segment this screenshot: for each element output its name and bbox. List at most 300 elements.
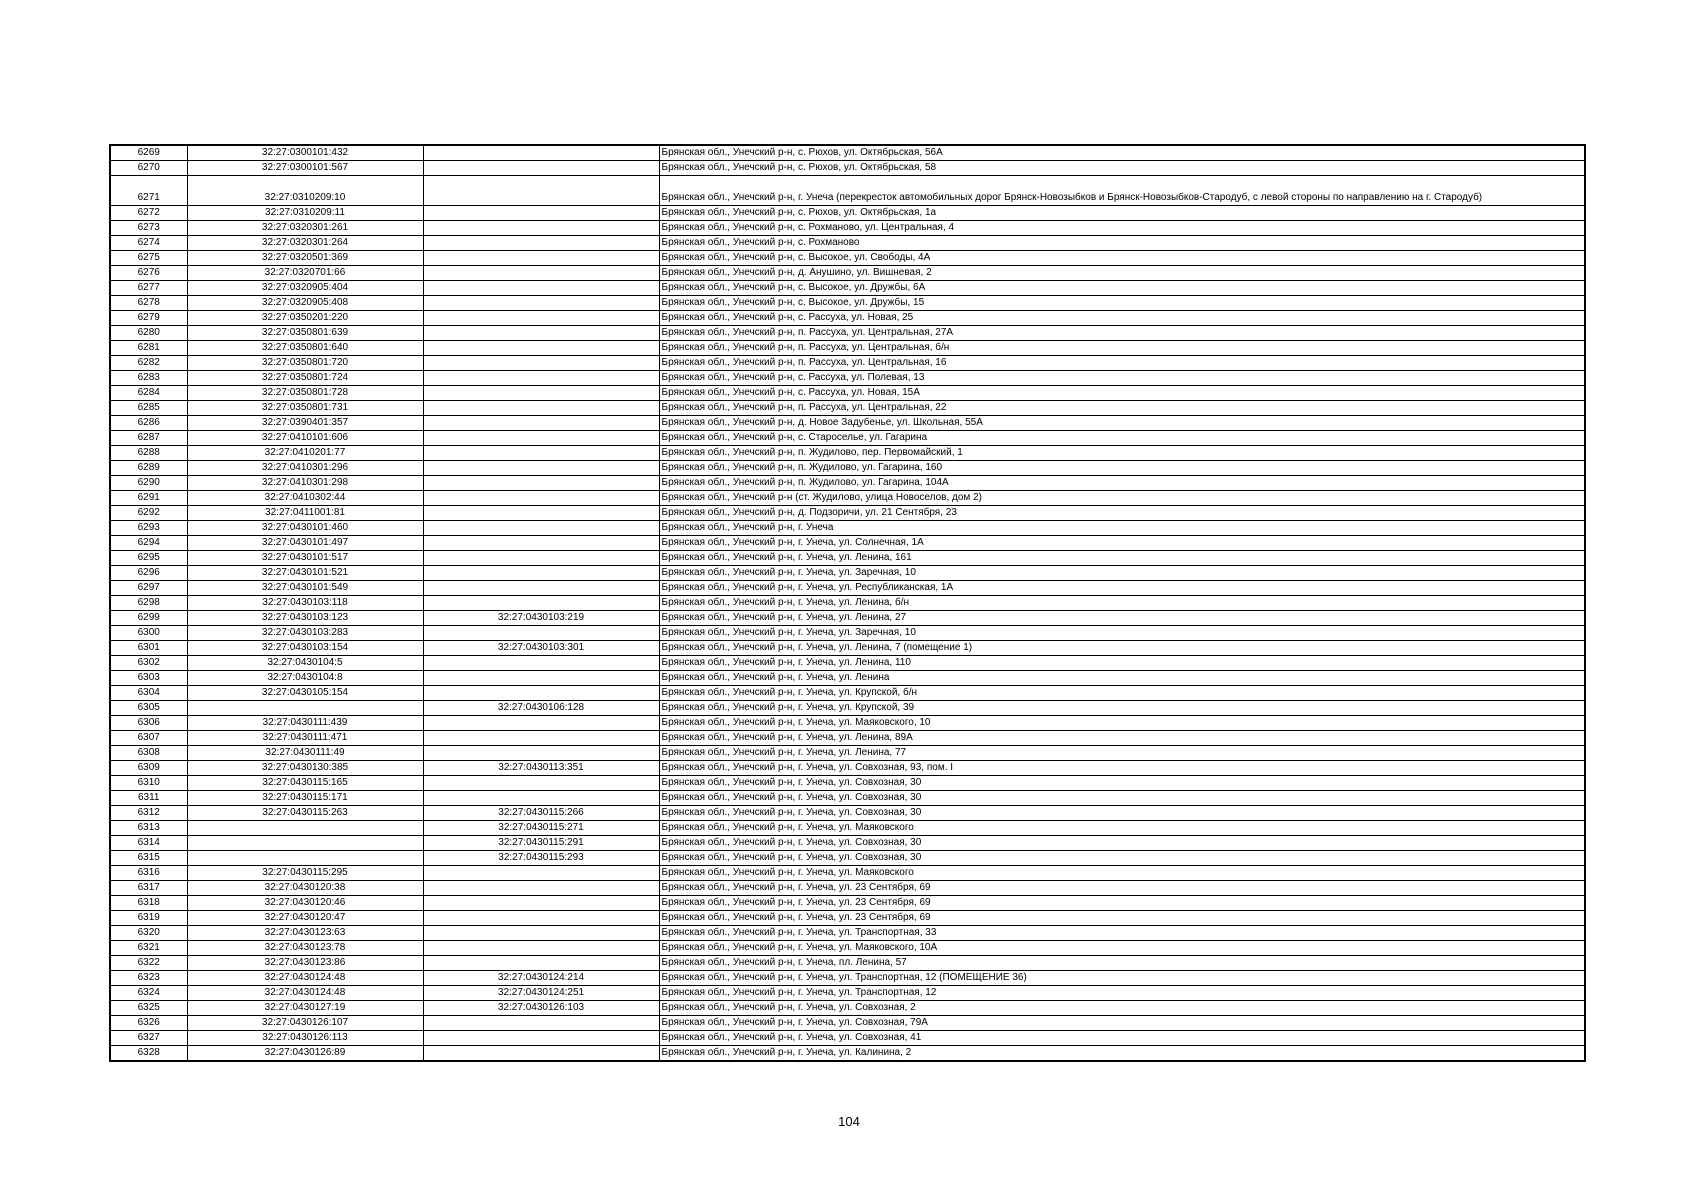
address-cell: Брянская обл., Унечский р-н, п. Рассуха, ул. Центральная, 27А — [659, 326, 1585, 341]
related-cadastral-number-cell — [423, 266, 659, 281]
row-number-cell: 6282 — [110, 356, 187, 371]
cadastral-number-cell — [187, 851, 423, 866]
table-row — [110, 761, 1585, 776]
related-cadastral-number-cell — [423, 551, 659, 566]
address-cell: Брянская обл., Унечский р-н, с. Рюхов, ул. Октябрьская, 56А — [659, 145, 1585, 161]
table-row — [110, 791, 1585, 806]
cadastral-number-cell: 32:27:0430126:113 — [187, 1031, 423, 1046]
cadastral-number-cell: 32:27:0430105:154 — [187, 686, 423, 701]
related-cadastral-number-cell — [423, 716, 659, 731]
row-number-cell: 6319 — [110, 911, 187, 926]
row-number-cell: 6274 — [110, 236, 187, 251]
related-cadastral-number-cell — [423, 356, 659, 371]
row-number-cell: 6303 — [110, 671, 187, 686]
cadastral-number-cell: 32:27:0350801:724 — [187, 371, 423, 386]
table-row — [110, 1046, 1585, 1062]
address-cell: Брянская обл., Унечский р-н, д. Подзоричи, ул. 21 Сентября, 23 — [659, 506, 1585, 521]
address-cell: Брянская обл., Унечский р-н, г. Унеча, ул. Совхозная, 30 — [659, 806, 1585, 821]
table-row — [110, 161, 1585, 176]
related-cadastral-number-cell: 32:27:0430124:214 — [423, 971, 659, 986]
table-row — [110, 371, 1585, 386]
table-row — [110, 821, 1585, 836]
related-cadastral-number-cell — [423, 791, 659, 806]
row-number-cell: 6322 — [110, 956, 187, 971]
address-cell: Брянская обл., Унечский р-н, г. Унеча, ул. Транспортная, 33 — [659, 926, 1585, 941]
cadastral-number-cell: 32:27:0310209:11 — [187, 206, 423, 221]
row-number-cell: 6315 — [110, 851, 187, 866]
cadastral-number-cell: 32:27:0430124:48 — [187, 971, 423, 986]
address-cell: Брянская обл., Унечский р-н, г. Унеча (перекресток автомобильных дорог Брянск-Новозыбков и Брянск-Новозыбков-Стародуб, с левой стороны по направлению на г. Стародуб) — [659, 176, 1585, 206]
address-cell: Брянская обл., Унечский р-н, п. Рассуха, ул. Центральная, 16 — [659, 356, 1585, 371]
address-cell: Брянская обл., Унечский р-н, с. Рассуха, ул. Новая, 15А — [659, 386, 1585, 401]
row-number-cell: 6301 — [110, 641, 187, 656]
table-row — [110, 446, 1585, 461]
table-row — [110, 1016, 1585, 1031]
row-number-cell: 6314 — [110, 836, 187, 851]
row-number-cell: 6313 — [110, 821, 187, 836]
related-cadastral-number-cell — [423, 206, 659, 221]
address-cell: Брянская обл., Унечский р-н, с. Староселье, ул. Гагарина — [659, 431, 1585, 446]
related-cadastral-number-cell: 32:27:0430115:291 — [423, 836, 659, 851]
table-row — [110, 716, 1585, 731]
address-cell: Брянская обл., Унечский р-н, г. Унеча, ул. 23 Сентября, 69 — [659, 896, 1585, 911]
cadastral-number-cell: 32:27:0430127:19 — [187, 1001, 423, 1016]
table-row — [110, 986, 1585, 1001]
row-number-cell: 6279 — [110, 311, 187, 326]
cadastral-number-cell: 32:27:0430123:86 — [187, 956, 423, 971]
row-number-cell: 6285 — [110, 401, 187, 416]
related-cadastral-number-cell — [423, 581, 659, 596]
row-number-cell: 6281 — [110, 341, 187, 356]
address-cell: Брянская обл., Унечский р-н, с. Высокое, ул. Дружбы, 6А — [659, 281, 1585, 296]
related-cadastral-number-cell: 32:27:0430124:251 — [423, 986, 659, 1001]
address-cell: Брянская обл., Унечский р-н, г. Унеча, ул. Заречная, 10 — [659, 626, 1585, 641]
related-cadastral-number-cell — [423, 161, 659, 176]
cadastral-number-cell: 32:27:0430103:283 — [187, 626, 423, 641]
cadastral-number-cell: 32:27:0430124:48 — [187, 986, 423, 1001]
related-cadastral-number-cell — [423, 416, 659, 431]
row-number-cell: 6306 — [110, 716, 187, 731]
address-cell: Брянская обл., Унечский р-н, г. Унеча, ул. Транспортная, 12 (ПОМЕЩЕНИЕ 36) — [659, 971, 1585, 986]
row-number-cell: 6295 — [110, 551, 187, 566]
row-number-cell: 6284 — [110, 386, 187, 401]
table-row — [110, 941, 1585, 956]
address-cell: Брянская обл., Унечский р-н, с. Рюхов, ул. Октябрьская, 1а — [659, 206, 1585, 221]
cadastral-number-cell: 32:27:0430101:549 — [187, 581, 423, 596]
table-row — [110, 956, 1585, 971]
cadastral-number-cell: 32:27:0430115:171 — [187, 791, 423, 806]
related-cadastral-number-cell: 32:27:0430103:301 — [423, 641, 659, 656]
address-cell: Брянская обл., Унечский р-н, г. Унеча, ул. Ленина, 27 — [659, 611, 1585, 626]
table-row — [110, 911, 1585, 926]
related-cadastral-number-cell — [423, 506, 659, 521]
page-number: 104 — [838, 1114, 860, 1129]
table-row — [110, 596, 1585, 611]
table-row — [110, 611, 1585, 626]
row-number-cell: 6275 — [110, 251, 187, 266]
table-row — [110, 236, 1585, 251]
table-row — [110, 281, 1585, 296]
table-row — [110, 701, 1585, 716]
cadastral-number-cell: 32:27:0430103:118 — [187, 596, 423, 611]
related-cadastral-number-cell — [423, 491, 659, 506]
table-row — [110, 311, 1585, 326]
table-row — [110, 851, 1585, 866]
row-number-cell: 6276 — [110, 266, 187, 281]
table-row — [110, 641, 1585, 656]
cadastral-number-cell: 32:27:0320501:369 — [187, 251, 423, 266]
related-cadastral-number-cell — [423, 1046, 659, 1062]
row-number-cell: 6277 — [110, 281, 187, 296]
row-number-cell: 6270 — [110, 161, 187, 176]
cadastral-number-cell: 32:27:0350201:220 — [187, 311, 423, 326]
cadastral-number-cell: 32:27:0410301:296 — [187, 461, 423, 476]
related-cadastral-number-cell — [423, 686, 659, 701]
table-row — [110, 806, 1585, 821]
row-number-cell: 6305 — [110, 701, 187, 716]
table-row — [110, 461, 1585, 476]
related-cadastral-number-cell — [423, 281, 659, 296]
related-cadastral-number-cell — [423, 1016, 659, 1031]
cadastral-number-cell: 32:27:0430104:5 — [187, 656, 423, 671]
table-row — [110, 551, 1585, 566]
address-cell: Брянская обл., Унечский р-н, с. Рохманово — [659, 236, 1585, 251]
address-cell: Брянская обл., Унечский р-н, г. Унеча, ул. Крупской, 39 — [659, 701, 1585, 716]
address-cell: Брянская обл., Унечский р-н, п. Жудилово, пер. Первомайский, 1 — [659, 446, 1585, 461]
cadastral-number-cell: 32:27:0430104:8 — [187, 671, 423, 686]
related-cadastral-number-cell — [423, 596, 659, 611]
row-number-cell: 6289 — [110, 461, 187, 476]
address-cell: Брянская обл., Унечский р-н, с. Рохманово, ул. Центральная, 4 — [659, 221, 1585, 236]
row-number-cell: 6297 — [110, 581, 187, 596]
cadastral-number-cell: 32:27:0430101:517 — [187, 551, 423, 566]
related-cadastral-number-cell — [423, 296, 659, 311]
row-number-cell: 6287 — [110, 431, 187, 446]
row-number-cell: 6320 — [110, 926, 187, 941]
address-cell: Брянская обл., Унечский р-н, г. Унеча, ул. Республиканская, 1А — [659, 581, 1585, 596]
table-row — [110, 176, 1585, 206]
table-row — [110, 536, 1585, 551]
table-row — [110, 431, 1585, 446]
row-number-cell: 6278 — [110, 296, 187, 311]
row-number-cell: 6316 — [110, 866, 187, 881]
address-cell: Брянская обл., Унечский р-н, г. Унеча, ул. Заречная, 10 — [659, 566, 1585, 581]
address-cell: Брянская обл., Унечский р-н, г. Унеча, ул. Ленина, 7 (помещение 1) — [659, 641, 1585, 656]
row-number-cell: 6323 — [110, 971, 187, 986]
address-cell: Брянская обл., Унечский р-н, г. Унеча, ул. Ленина, 77 — [659, 746, 1585, 761]
row-number-cell: 6324 — [110, 986, 187, 1001]
table-row — [110, 866, 1585, 881]
related-cadastral-number-cell — [423, 776, 659, 791]
row-number-cell: 6296 — [110, 566, 187, 581]
related-cadastral-number-cell: 32:27:0430115:266 — [423, 806, 659, 821]
cadastral-number-cell: 32:27:0430123:63 — [187, 926, 423, 941]
address-cell: Брянская обл., Унечский р-н, г. Унеча, ул. Маяковского — [659, 821, 1585, 836]
table-row — [110, 326, 1585, 341]
table-row — [110, 341, 1585, 356]
address-cell: Брянская обл., Унечский р-н, г. Унеча, ул. 23 Сентября, 69 — [659, 881, 1585, 896]
table-row — [110, 671, 1585, 686]
related-cadastral-number-cell — [423, 1031, 659, 1046]
table-row — [110, 836, 1585, 851]
table-row — [110, 776, 1585, 791]
cadastral-number-cell: 32:27:0430115:263 — [187, 806, 423, 821]
cadastral-number-cell: 32:27:0310209:10 — [187, 176, 423, 206]
cadastral-number-cell: 32:27:0410302:44 — [187, 491, 423, 506]
related-cadastral-number-cell: 32:27:0430106:128 — [423, 701, 659, 716]
address-cell: Брянская обл., Унечский р-н, с. Рюхов, ул. Октябрьская, 58 — [659, 161, 1585, 176]
related-cadastral-number-cell — [423, 566, 659, 581]
address-cell: Брянская обл., Унечский р-н, г. Унеча, ул. Совхозная, 30 — [659, 851, 1585, 866]
address-cell: Брянская обл., Унечский р-н (ст. Жудилово, улица Новоселов, дом 2) — [659, 491, 1585, 506]
row-number-cell: 6311 — [110, 791, 187, 806]
table-row — [110, 731, 1585, 746]
address-cell: Брянская обл., Унечский р-н, г. Унеча, ул. Солнечная, 1А — [659, 536, 1585, 551]
cadastral-number-cell: 32:27:0430115:165 — [187, 776, 423, 791]
address-cell: Брянская обл., Унечский р-н, г. Унеча, ул. Транспортная, 12 — [659, 986, 1585, 1001]
related-cadastral-number-cell — [423, 221, 659, 236]
related-cadastral-number-cell — [423, 236, 659, 251]
row-number-cell: 6280 — [110, 326, 187, 341]
address-cell: Брянская обл., Унечский р-н, г. Унеча, ул. Ленина, 89А — [659, 731, 1585, 746]
row-number-cell: 6293 — [110, 521, 187, 536]
cadastral-number-cell: 32:27:0430126:89 — [187, 1046, 423, 1062]
related-cadastral-number-cell: 32:27:0430126:103 — [423, 1001, 659, 1016]
table-row — [110, 221, 1585, 236]
cadastral-number-cell: 32:27:0430101:521 — [187, 566, 423, 581]
table-row — [110, 356, 1585, 371]
table-row — [110, 686, 1585, 701]
table-row — [110, 626, 1585, 641]
cadastral-number-cell: 32:27:0430120:46 — [187, 896, 423, 911]
table-row — [110, 1001, 1585, 1016]
row-number-cell: 6286 — [110, 416, 187, 431]
address-cell: Брянская обл., Унечский р-н, г. Унеча, ул. Совхозная, 93, пом. I — [659, 761, 1585, 776]
cadastral-number-cell: 32:27:0430130:385 — [187, 761, 423, 776]
row-number-cell: 6290 — [110, 476, 187, 491]
table-row — [110, 491, 1585, 506]
address-cell: Брянская обл., Унечский р-н, г. Унеча, ул. Совхозная, 41 — [659, 1031, 1585, 1046]
cadastral-number-cell: 32:27:0350801:728 — [187, 386, 423, 401]
row-number-cell: 6298 — [110, 596, 187, 611]
cadastral-number-cell: 32:27:0430123:78 — [187, 941, 423, 956]
related-cadastral-number-cell — [423, 431, 659, 446]
table-row — [110, 881, 1585, 896]
table-row — [110, 746, 1585, 761]
table-row — [110, 401, 1585, 416]
row-number-cell: 6312 — [110, 806, 187, 821]
related-cadastral-number-cell: 32:27:0430115:271 — [423, 821, 659, 836]
row-number-cell: 6269 — [110, 145, 187, 161]
row-number-cell: 6307 — [110, 731, 187, 746]
address-cell: Брянская обл., Унечский р-н, с. Рассуха, ул. Новая, 25 — [659, 311, 1585, 326]
cadastral-number-cell: 32:27:0350801:640 — [187, 341, 423, 356]
cadastral-number-cell: 32:27:0430111:49 — [187, 746, 423, 761]
cadastral-number-cell: 32:27:0350801:639 — [187, 326, 423, 341]
cadastral-number-cell: 32:27:0430120:47 — [187, 911, 423, 926]
address-cell: Брянская обл., Унечский р-н, с. Рассуха, ул. Полевая, 13 — [659, 371, 1585, 386]
table-row — [110, 296, 1585, 311]
row-number-cell: 6283 — [110, 371, 187, 386]
row-number-cell: 6288 — [110, 446, 187, 461]
cadastral-number-cell: 32:27:0430111:471 — [187, 731, 423, 746]
related-cadastral-number-cell — [423, 656, 659, 671]
address-cell: Брянская обл., Унечский р-н, г. Унеча, ул. Совхозная, 30 — [659, 776, 1585, 791]
row-number-cell: 6302 — [110, 656, 187, 671]
cadastral-number-cell: 32:27:0320301:261 — [187, 221, 423, 236]
related-cadastral-number-cell — [423, 941, 659, 956]
cadastral-number-cell: 32:27:0430103:154 — [187, 641, 423, 656]
cadastral-number-cell: 32:27:0390401:357 — [187, 416, 423, 431]
cadastral-number-cell: 32:27:0300101:567 — [187, 161, 423, 176]
cadastral-number-cell: 32:27:0320701:66 — [187, 266, 423, 281]
row-number-cell: 6292 — [110, 506, 187, 521]
address-cell: Брянская обл., Унечский р-н, г. Унеча, ул. Ленина — [659, 671, 1585, 686]
related-cadastral-number-cell — [423, 926, 659, 941]
address-cell: Брянская обл., Унечский р-н, г. Унеча, ул. 23 Сентября, 69 — [659, 911, 1585, 926]
address-cell: Брянская обл., Унечский р-н, г. Унеча, ул. Крупской, б/н — [659, 686, 1585, 701]
row-number-cell: 6294 — [110, 536, 187, 551]
cadastral-number-cell: 32:27:0320905:404 — [187, 281, 423, 296]
related-cadastral-number-cell — [423, 521, 659, 536]
address-cell: Брянская обл., Унечский р-н, с. Высокое, ул. Дружбы, 15 — [659, 296, 1585, 311]
address-cell: Брянская обл., Унечский р-н, д. Новое Задубенье, ул. Школьная, 55А — [659, 416, 1585, 431]
related-cadastral-number-cell — [423, 145, 659, 161]
address-cell: Брянская обл., Унечский р-н, г. Унеча, ул. Маяковского, 10А — [659, 941, 1585, 956]
address-cell: Брянская обл., Унечский р-н, г. Унеча, ул. Совхозная, 79А — [659, 1016, 1585, 1031]
related-cadastral-number-cell — [423, 401, 659, 416]
related-cadastral-number-cell: 32:27:0430113:351 — [423, 761, 659, 776]
row-number-cell: 6309 — [110, 761, 187, 776]
address-cell: Брянская обл., Унечский р-н, п. Рассуха, ул. Центральная, 22 — [659, 401, 1585, 416]
related-cadastral-number-cell — [423, 896, 659, 911]
cadastral-number-cell: 32:27:0430126:107 — [187, 1016, 423, 1031]
address-cell: Брянская обл., Унечский р-н, с. Высокое, ул. Свободы, 4А — [659, 251, 1585, 266]
address-cell: Брянская обл., Унечский р-н, г. Унеча, ул. Ленина, б/н — [659, 596, 1585, 611]
related-cadastral-number-cell — [423, 536, 659, 551]
row-number-cell: 6300 — [110, 626, 187, 641]
address-cell: Брянская обл., Унечский р-н, г. Унеча, ул. Маяковского — [659, 866, 1585, 881]
cadastral-number-cell: 32:27:0430111:439 — [187, 716, 423, 731]
related-cadastral-number-cell: 32:27:0430115:293 — [423, 851, 659, 866]
address-cell: Брянская обл., Унечский р-н, п. Жудилово, ул. Гагарина, 104А — [659, 476, 1585, 491]
cadastral-number-cell: 32:27:0430101:497 — [187, 536, 423, 551]
related-cadastral-number-cell — [423, 251, 659, 266]
table-row — [110, 476, 1585, 491]
table-row — [110, 386, 1585, 401]
cadastral-number-cell — [187, 836, 423, 851]
cadastral-number-cell: 32:27:0430120:38 — [187, 881, 423, 896]
address-cell: Брянская обл., Унечский р-н, г. Унеча, ул. Маяковского, 10 — [659, 716, 1585, 731]
address-cell: Брянская обл., Унечский р-н, п. Рассуха, ул. Центральная, б/н — [659, 341, 1585, 356]
address-cell: Брянская обл., Унечский р-н, г. Унеча — [659, 521, 1585, 536]
cadastral-number-cell: 32:27:0350801:720 — [187, 356, 423, 371]
address-cell: Брянская обл., Унечский р-н, д. Анушино, ул. Вишневая, 2 — [659, 266, 1585, 281]
row-number-cell: 6326 — [110, 1016, 187, 1031]
related-cadastral-number-cell — [423, 371, 659, 386]
table-row — [110, 251, 1585, 266]
row-number-cell: 6272 — [110, 206, 187, 221]
cadastral-number-cell: 32:27:0300101:432 — [187, 145, 423, 161]
cadastral-number-cell: 32:27:0320301:264 — [187, 236, 423, 251]
cadastral-number-cell: 32:27:0430101:460 — [187, 521, 423, 536]
related-cadastral-number-cell — [423, 461, 659, 476]
table-row — [110, 416, 1585, 431]
address-cell: Брянская обл., Унечский р-н, г. Унеча, ул. Ленина, 161 — [659, 551, 1585, 566]
related-cadastral-number-cell — [423, 386, 659, 401]
table-row — [110, 1031, 1585, 1046]
table-row — [110, 206, 1585, 221]
table-row — [110, 656, 1585, 671]
related-cadastral-number-cell — [423, 911, 659, 926]
row-number-cell: 6271 — [110, 176, 187, 206]
related-cadastral-number-cell: 32:27:0430103:219 — [423, 611, 659, 626]
related-cadastral-number-cell — [423, 446, 659, 461]
cadastral-number-cell: 32:27:0410301:298 — [187, 476, 423, 491]
row-number-cell: 6291 — [110, 491, 187, 506]
related-cadastral-number-cell — [423, 731, 659, 746]
related-cadastral-number-cell — [423, 746, 659, 761]
address-cell: Брянская обл., Унечский р-н, г. Унеча, пл. Ленина, 57 — [659, 956, 1585, 971]
table-row — [110, 145, 1585, 161]
cadastral-number-cell: 32:27:0350801:731 — [187, 401, 423, 416]
row-number-cell: 6299 — [110, 611, 187, 626]
address-cell: Брянская обл., Унечский р-н, г. Унеча, ул. Ленина, 110 — [659, 656, 1585, 671]
related-cadastral-number-cell — [423, 671, 659, 686]
cadastral-number-cell: 32:27:0410101:606 — [187, 431, 423, 446]
address-cell: Брянская обл., Унечский р-н, г. Унеча, ул. Калинина, 2 — [659, 1046, 1585, 1062]
table-row — [110, 521, 1585, 536]
row-number-cell: 6328 — [110, 1046, 187, 1062]
row-number-cell: 6310 — [110, 776, 187, 791]
cadastral-number-cell — [187, 701, 423, 716]
table-row — [110, 581, 1585, 596]
row-number-cell: 6327 — [110, 1031, 187, 1046]
row-number-cell: 6308 — [110, 746, 187, 761]
registry-table — [109, 144, 1586, 1062]
row-number-cell: 6317 — [110, 881, 187, 896]
cadastral-number-cell: 32:27:0320905:408 — [187, 296, 423, 311]
related-cadastral-number-cell — [423, 311, 659, 326]
address-cell: Брянская обл., Унечский р-н, г. Унеча, ул. Совхозная, 30 — [659, 791, 1585, 806]
related-cadastral-number-cell — [423, 881, 659, 896]
table-row — [110, 566, 1585, 581]
related-cadastral-number-cell — [423, 176, 659, 206]
table-body — [110, 145, 1585, 1061]
row-number-cell: 6321 — [110, 941, 187, 956]
address-cell: Брянская обл., Унечский р-н, г. Унеча, ул. Совхозная, 2 — [659, 1001, 1585, 1016]
table-row — [110, 266, 1585, 281]
row-number-cell: 6273 — [110, 221, 187, 236]
address-cell: Брянская обл., Унечский р-н, г. Унеча, ул. Совхозная, 30 — [659, 836, 1585, 851]
related-cadastral-number-cell — [423, 956, 659, 971]
table-row — [110, 506, 1585, 521]
address-cell: Брянская обл., Унечский р-н, п. Жудилово, ул. Гагарина, 160 — [659, 461, 1585, 476]
related-cadastral-number-cell — [423, 476, 659, 491]
row-number-cell: 6304 — [110, 686, 187, 701]
table-row — [110, 971, 1585, 986]
table-row — [110, 896, 1585, 911]
cadastral-number-cell: 32:27:0430103:123 — [187, 611, 423, 626]
cadastral-number-cell: 32:27:0410201:77 — [187, 446, 423, 461]
table-row — [110, 926, 1585, 941]
related-cadastral-number-cell — [423, 626, 659, 641]
row-number-cell: 6318 — [110, 896, 187, 911]
related-cadastral-number-cell — [423, 341, 659, 356]
cadastral-number-cell — [187, 821, 423, 836]
cadastral-number-cell: 32:27:0430115:295 — [187, 866, 423, 881]
related-cadastral-number-cell — [423, 866, 659, 881]
